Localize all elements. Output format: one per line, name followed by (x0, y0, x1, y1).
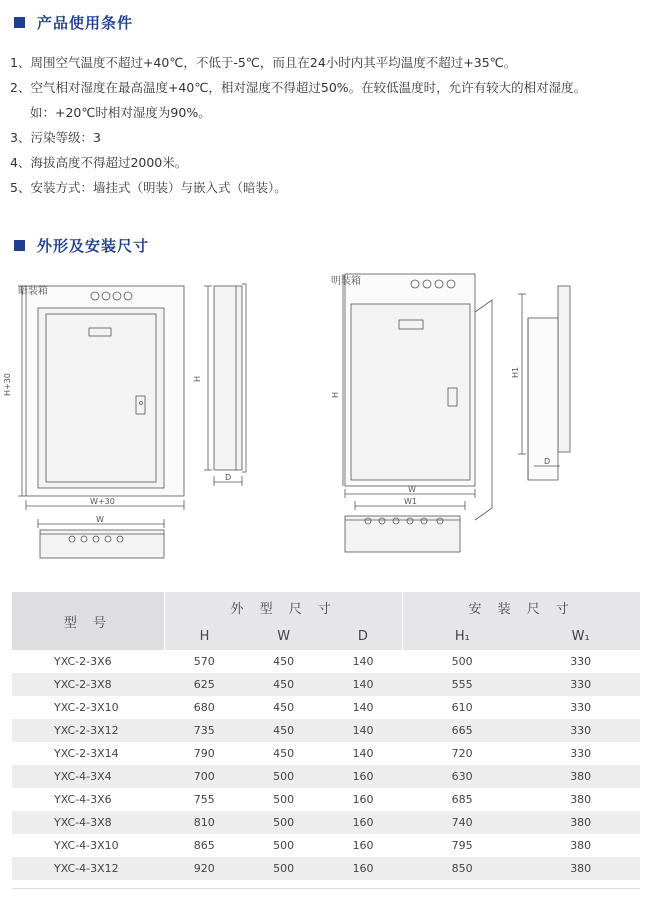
value-cell: 865 (165, 834, 244, 857)
value-cell: 330 (521, 673, 640, 696)
model-cell: YXC-2-3X14 (12, 742, 165, 765)
table-row (12, 696, 640, 719)
dim-label-w: W (96, 515, 104, 524)
section-title: 产品使用条件 (37, 14, 134, 32)
column-header: D (323, 622, 402, 650)
value-cell: 380 (521, 788, 640, 811)
column-header: W (244, 622, 323, 650)
value-cell: 450 (244, 719, 323, 742)
section-square-icon (14, 240, 25, 251)
condition-item: 5、安装方式：墙挂式（明装）与嵌入式（暗装）。 (10, 180, 287, 195)
value-cell: 740 (403, 811, 522, 834)
concealed-box-side (214, 284, 246, 472)
dim-label-h1: H1 (511, 366, 520, 378)
concealed-box-front (26, 286, 184, 496)
condition-item: 4、海拔高度不得超过2000米。 (10, 155, 188, 170)
table-row (12, 765, 640, 788)
model-cell: YXC-4-3X8 (12, 811, 165, 834)
dim-label-d: D (225, 473, 232, 482)
value-cell: 140 (323, 719, 402, 742)
value-cell: 140 (323, 696, 402, 719)
value-cell: 380 (521, 811, 640, 834)
value-cell: 500 (244, 765, 323, 788)
value-cell: 140 (323, 673, 402, 696)
value-cell: 810 (165, 811, 244, 834)
value-cell: 665 (403, 719, 522, 742)
value-cell: 330 (521, 696, 640, 719)
dim-label-h: H (193, 375, 202, 382)
dim-label-h30: H+30 (3, 373, 12, 396)
model-cell: YXC-2-3X8 (12, 673, 165, 696)
model-cell: YXC-4-3X12 (12, 857, 165, 880)
value-cell: 160 (323, 765, 402, 788)
spec-table (12, 592, 640, 880)
value-cell: 140 (323, 742, 402, 765)
surface-box-front (345, 274, 492, 520)
value-cell: 685 (403, 788, 522, 811)
value-cell: 630 (403, 765, 522, 788)
value-cell: 555 (403, 673, 522, 696)
table-row (12, 811, 640, 834)
section-title: 外形及安装尺寸 (37, 237, 150, 255)
model-cell: YXC-4-3X10 (12, 834, 165, 857)
dim-label-w-surface: W (408, 485, 416, 494)
table-row (12, 650, 640, 673)
dim-label-h-surface: H (331, 391, 340, 398)
section-header-dimensions (14, 235, 149, 256)
value-cell: 380 (521, 765, 640, 788)
column-header: W₁ (521, 622, 640, 650)
install-dimension-header: 安 装 尺 寸 (403, 592, 640, 622)
value-cell: 160 (323, 811, 402, 834)
dim-label-d-surface: D (544, 457, 551, 466)
value-cell: 140 (323, 650, 402, 673)
value-cell: 500 (244, 788, 323, 811)
value-cell: 450 (244, 650, 323, 673)
value-cell: 500 (403, 650, 522, 673)
column-header: H₁ (403, 622, 522, 650)
value-cell: 380 (521, 857, 640, 880)
section-square-icon (14, 17, 25, 28)
outer-dimension-header: 外 型 尺 寸 (165, 592, 403, 622)
value-cell: 610 (403, 696, 522, 719)
dimension-drawing (0, 270, 650, 570)
model-cell: YXC-4-3X6 (12, 788, 165, 811)
model-cell: YXC-2-3X12 (12, 719, 165, 742)
value-cell: 500 (244, 811, 323, 834)
value-cell: 790 (165, 742, 244, 765)
model-cell: YXC-2-3X10 (12, 696, 165, 719)
value-cell: 755 (165, 788, 244, 811)
value-cell: 450 (244, 673, 323, 696)
value-cell: 720 (403, 742, 522, 765)
value-cell: 380 (521, 834, 640, 857)
condition-item: 1、周围空气温度不超过+40℃，不低于-5℃，而且在24小时内其平均温度不超过+35℃。 (10, 55, 517, 70)
table-bottom-rule (12, 888, 640, 889)
model-cell: YXC-4-3X4 (12, 765, 165, 788)
value-cell: 330 (521, 742, 640, 765)
concealed-box-bottom (40, 530, 164, 558)
value-cell: 160 (323, 834, 402, 857)
table-row (12, 673, 640, 696)
condition-item: 如：+20℃时相对湿度为90%。 (30, 105, 211, 120)
conditions-list (10, 50, 586, 200)
value-cell: 500 (244, 857, 323, 880)
table-row (12, 719, 640, 742)
value-cell: 160 (323, 857, 402, 880)
value-cell: 160 (323, 788, 402, 811)
column-header: H (165, 622, 244, 650)
dim-label-w1: W1 (404, 497, 417, 506)
value-cell: 700 (165, 765, 244, 788)
value-cell: 850 (403, 857, 522, 880)
value-cell: 330 (521, 650, 640, 673)
table-row (12, 834, 640, 857)
model-cell: YXC-2-3X6 (12, 650, 165, 673)
condition-item: 3、污染等级：3 (10, 130, 101, 145)
value-cell: 795 (403, 834, 522, 857)
table-row (12, 788, 640, 811)
value-cell: 500 (244, 834, 323, 857)
surface-box-bottom (345, 516, 460, 552)
table-row (12, 742, 640, 765)
section-header-conditions (14, 12, 133, 33)
value-cell: 680 (165, 696, 244, 719)
value-cell: 735 (165, 719, 244, 742)
value-cell: 920 (165, 857, 244, 880)
condition-item: 2、空气相对湿度在最高温度+40℃，相对湿度不得超过50%。在较低温度时，允许有较大的相对湿度。 (10, 80, 587, 95)
value-cell: 570 (165, 650, 244, 673)
concealed-box-label: 暗装箱 (18, 286, 48, 297)
value-cell: 450 (244, 742, 323, 765)
value-cell: 625 (165, 673, 244, 696)
value-cell: 330 (521, 719, 640, 742)
surface-box-side (528, 286, 570, 480)
value-cell: 450 (244, 696, 323, 719)
surface-box-label: 明装箱 (331, 276, 361, 287)
table-row (12, 857, 640, 880)
model-header: 型 号 (12, 592, 165, 650)
dim-label-w30: W+30 (90, 497, 115, 506)
